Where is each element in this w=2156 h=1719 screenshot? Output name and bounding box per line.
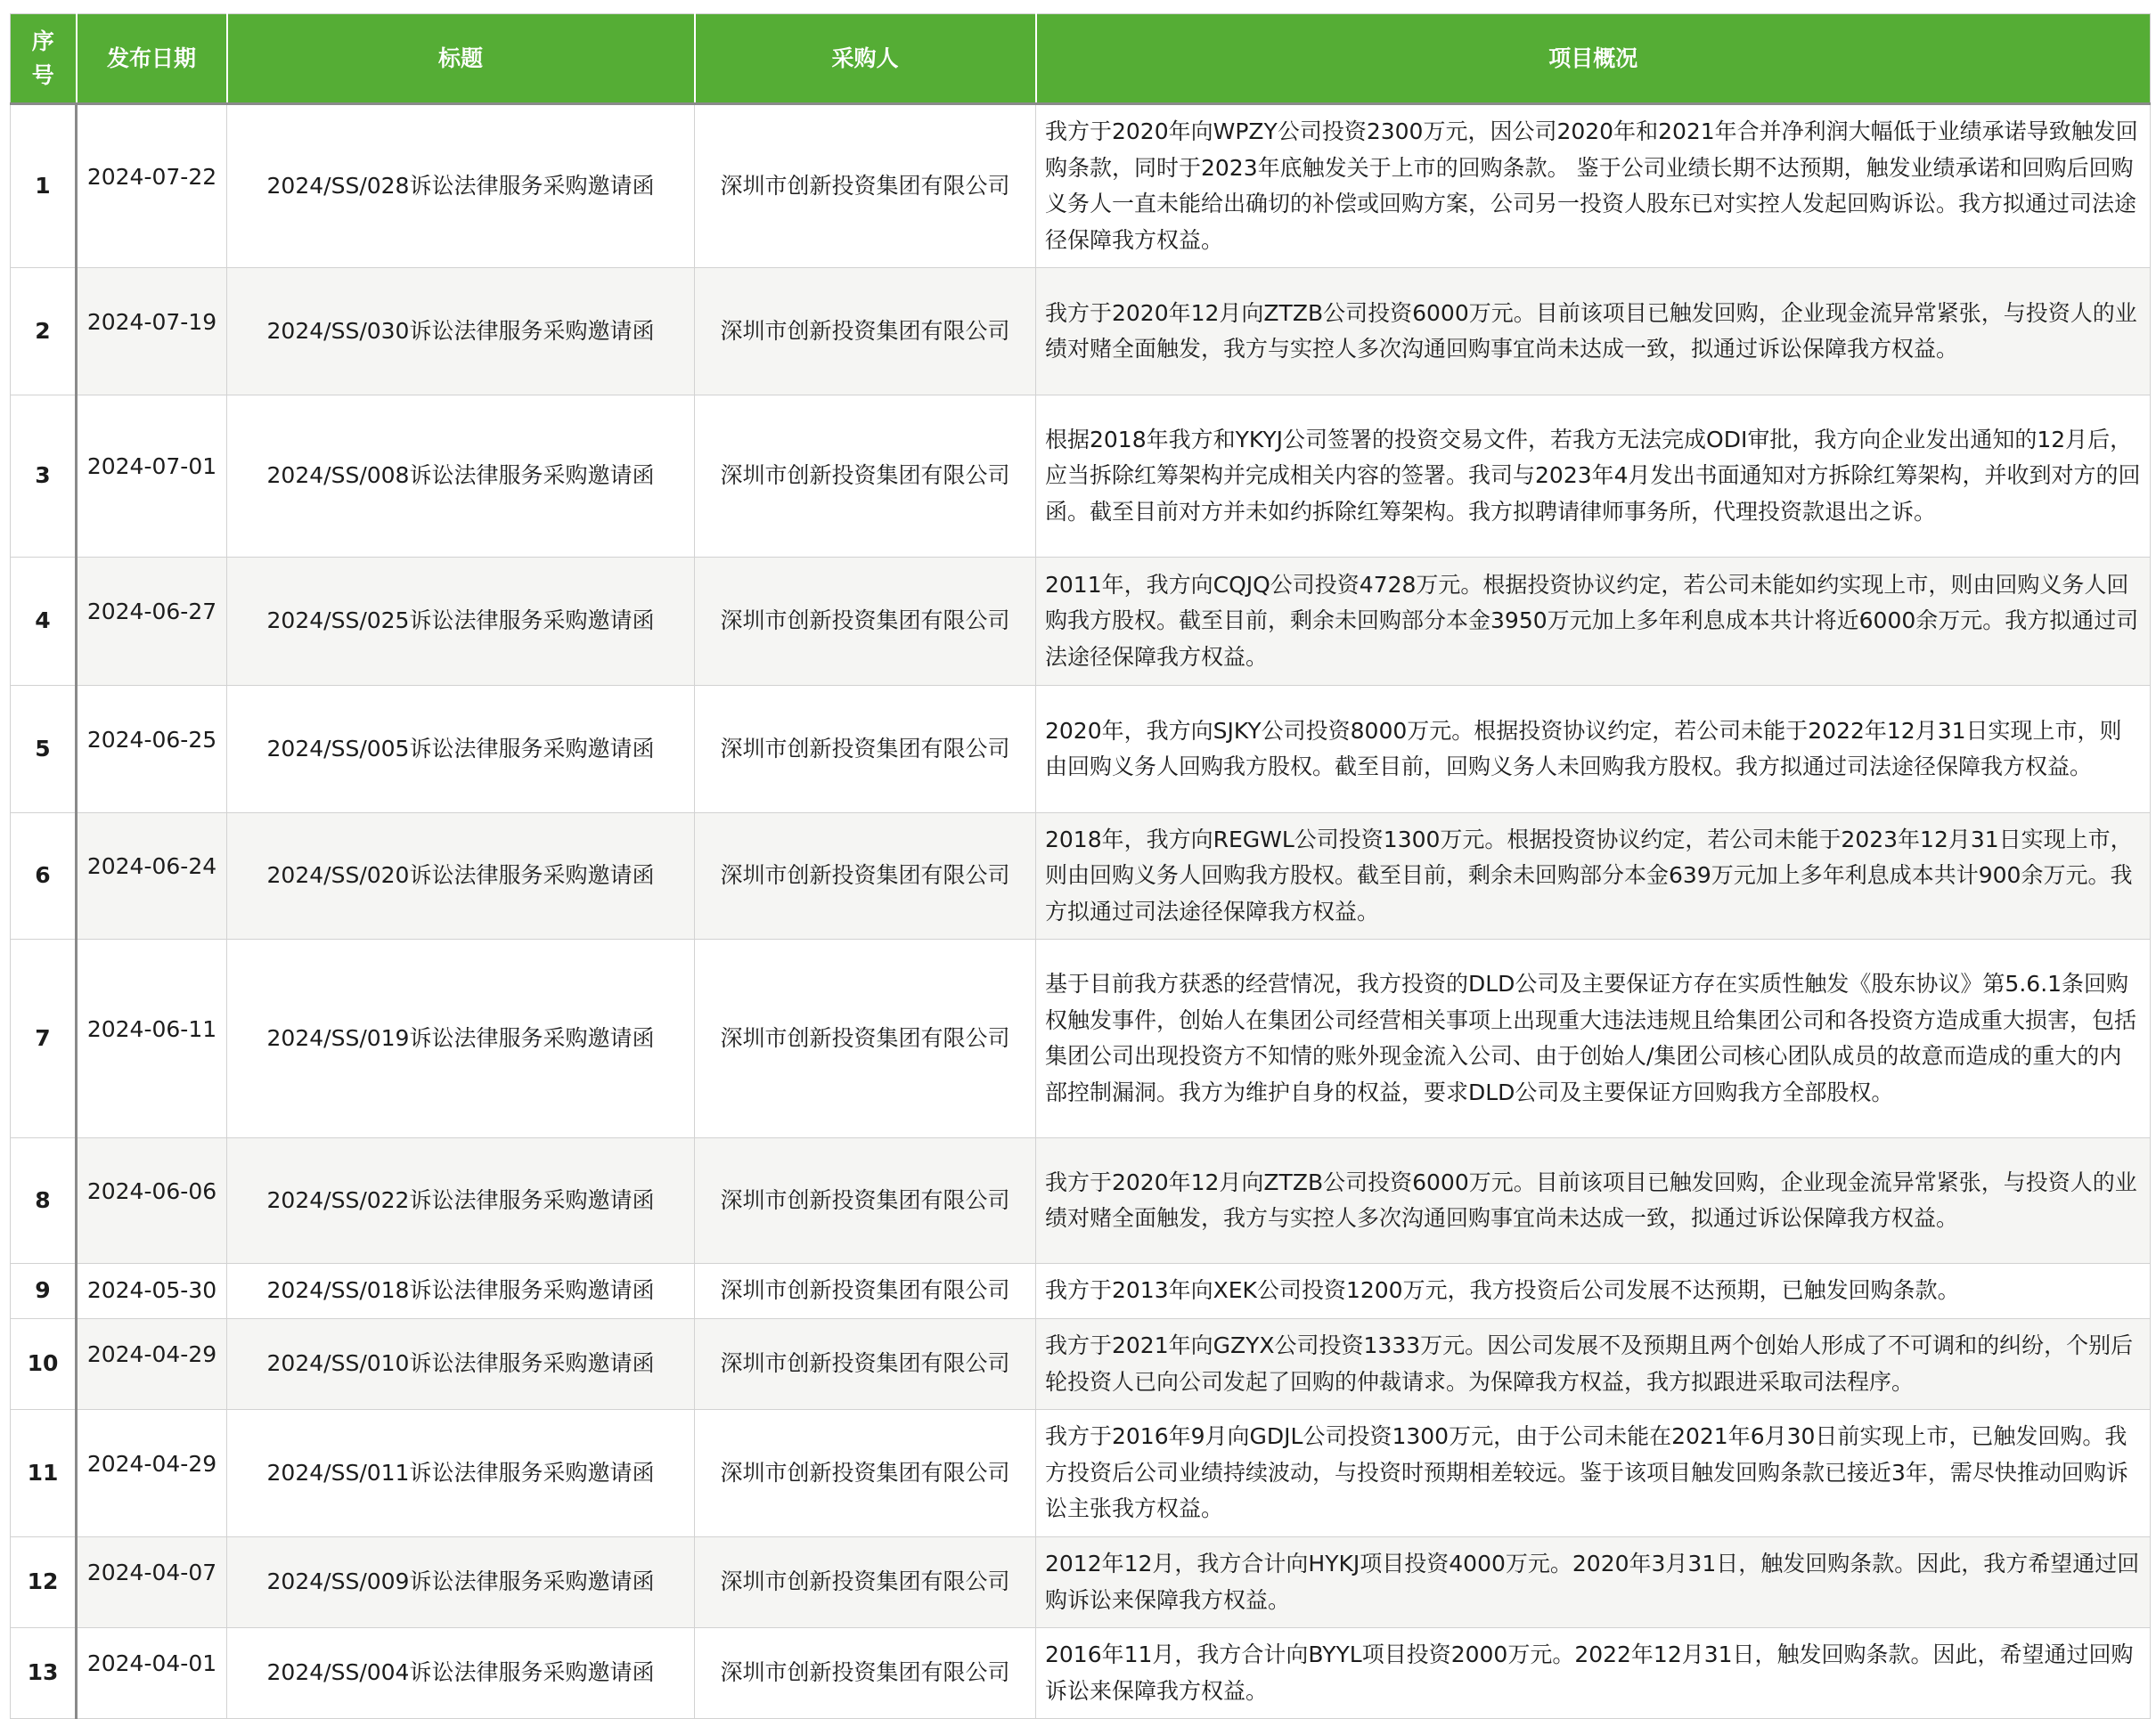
header-title: 标题 (227, 14, 695, 104)
cell-title[interactable]: 2024/SS/022诉讼法律服务采购邀请函 (227, 1138, 695, 1264)
cell-title[interactable]: 2024/SS/009诉讼法律服务采购邀请函 (227, 1537, 695, 1628)
cell-date (77, 1319, 227, 1410)
cell-summary: 2011年，我方向CQJQ公司投资4728万元。根据投资协议约定，若公司未能如约实现上市，则由回购义务人回购我方股权。截至目前，剩余未回购部分本金3950万元加上多年利息成本共计将近6000余万元。我方拟通过司法途径保障我方权益。 (1036, 558, 2151, 686)
cell-date (77, 1628, 227, 1719)
cell-seq: 12 (11, 1537, 77, 1628)
cell-title[interactable]: 2024/SS/028诉讼法律服务采购邀请函 (227, 104, 695, 268)
cell-buyer: 深圳市创新投资集团有限公司 (695, 1319, 1036, 1410)
table-row (11, 558, 2151, 686)
cell-buyer: 深圳市创新投资集团有限公司 (695, 395, 1036, 558)
cell-date (77, 813, 227, 940)
cell-seq: 2 (11, 268, 77, 395)
header-seq-label: 序号 (31, 28, 54, 88)
cell-seq: 3 (11, 395, 77, 558)
date-text: 2024-07-01 (86, 453, 217, 480)
cell-summary: 我方于2020年12月向ZTZB公司投资6000万元。目前该项目已触发回购，企业现金流异常紧张，与投资人的业绩对赌全面触发，我方与实控人多次沟通回购事宜尚未达成一致，拟通过诉讼保障我方权益。 (1036, 1138, 2151, 1264)
cell-summary: 我方于2021年向GZYX公司投资1333万元。因公司发展不及预期且两个创始人形成了不可调和的纠纷，个别后轮投资人已向公司发起了回购的仲裁请求。为保障我方权益，我方拟跟进采取司法程序。 (1036, 1319, 2151, 1410)
cell-date (77, 104, 227, 268)
cell-date (77, 1410, 227, 1537)
date-text: 2024-07-19 (86, 308, 217, 335)
date-text: 2024-04-01 (86, 1650, 217, 1677)
header-row (11, 14, 2151, 104)
cell-title[interactable]: 2024/SS/020诉讼法律服务采购邀请函 (227, 813, 695, 940)
cell-seq: 9 (11, 1264, 77, 1319)
cell-buyer: 深圳市创新投资集团有限公司 (695, 1138, 1036, 1264)
cell-seq: 11 (11, 1410, 77, 1537)
procurement-table (10, 13, 2151, 1719)
cell-seq: 1 (11, 104, 77, 268)
cell-date (77, 558, 227, 686)
table-row (11, 1628, 2151, 1719)
cell-seq: 6 (11, 813, 77, 940)
cell-summary: 2018年，我方向REGWL公司投资1300万元。根据投资协议约定，若公司未能于2023年12月31日实现上市，则由回购义务人回购我方股权。截至目前，剩余未回购部分本金639万元加上多年利息成本共计900余万元。我方拟通过司法途径保障我方权益。 (1036, 813, 2151, 940)
cell-title[interactable]: 2024/SS/018诉讼法律服务采购邀请函 (227, 1264, 695, 1319)
table-row (11, 940, 2151, 1138)
cell-date (77, 268, 227, 395)
table-row (11, 268, 2151, 395)
date-text: 2024-07-22 (86, 163, 217, 190)
cell-summary: 2016年11月，我方合计向BYYL项目投资2000万元。2022年12月31日，触发回购条款。因此，希望通过回购诉讼来保障我方权益。 (1036, 1628, 2151, 1719)
header-buyer: 采购人 (695, 14, 1036, 104)
table-row (11, 1537, 2151, 1628)
cell-seq: 10 (11, 1319, 77, 1410)
cell-title[interactable]: 2024/SS/025诉讼法律服务采购邀请函 (227, 558, 695, 686)
cell-buyer: 深圳市创新投资集团有限公司 (695, 1628, 1036, 1719)
cell-seq: 8 (11, 1138, 77, 1264)
table-row (11, 104, 2151, 268)
table-body (11, 104, 2151, 1719)
cell-buyer: 深圳市创新投资集团有限公司 (695, 1410, 1036, 1537)
table-row (11, 1319, 2151, 1410)
table-row (11, 813, 2151, 940)
table-row (11, 1264, 2151, 1319)
cell-buyer: 深圳市创新投资集团有限公司 (695, 104, 1036, 268)
date-text: 2024-06-27 (86, 599, 217, 625)
cell-seq: 13 (11, 1628, 77, 1719)
date-text: 2024-06-25 (86, 726, 217, 753)
date-text: 2024-04-29 (86, 1450, 217, 1477)
cell-title[interactable]: 2024/SS/011诉讼法律服务采购邀请函 (227, 1410, 695, 1537)
cell-title[interactable]: 2024/SS/030诉讼法律服务采购邀请函 (227, 268, 695, 395)
cell-date (77, 1138, 227, 1264)
cell-buyer: 深圳市创新投资集团有限公司 (695, 940, 1036, 1138)
cell-buyer: 深圳市创新投资集团有限公司 (695, 686, 1036, 813)
table-row (11, 1138, 2151, 1264)
table-row (11, 395, 2151, 558)
cell-date (77, 686, 227, 813)
date-text: 2024-04-29 (86, 1341, 217, 1368)
date-text: 2024-05-30 (86, 1277, 217, 1304)
cell-summary: 我方于2020年向WPZY公司投资2300万元，因公司2020年和2021年合并净利润大幅低于业绩承诺导致触发回购条款，同时于2023年底触发关于上市的回购条款。 鉴于公司业绩长期不达预期，触发业绩承诺和回购后回购义务人一直未能给出确切的补偿或回购方案，公司另一投资人股东已对实控人发起回购诉讼。我方拟通过司法途径保障我方权益。 (1036, 104, 2151, 268)
cell-date (77, 1537, 227, 1628)
cell-seq: 4 (11, 558, 77, 686)
cell-summary: 我方于2013年向XEK公司投资1200万元，我方投资后公司发展不达预期，已触发回购条款。 (1036, 1264, 2151, 1319)
cell-title[interactable]: 2024/SS/008诉讼法律服务采购邀请函 (227, 395, 695, 558)
cell-title[interactable]: 2024/SS/019诉讼法律服务采购邀请函 (227, 940, 695, 1138)
header-seq (11, 14, 77, 104)
cell-title[interactable]: 2024/SS/004诉讼法律服务采购邀请函 (227, 1628, 695, 1719)
cell-date (77, 1264, 227, 1319)
date-text: 2024-06-06 (86, 1177, 217, 1204)
cell-buyer: 深圳市创新投资集团有限公司 (695, 558, 1036, 686)
cell-date (77, 395, 227, 558)
cell-seq: 5 (11, 686, 77, 813)
date-text: 2024-04-07 (86, 1560, 217, 1586)
procurement-table-container (10, 13, 2150, 1719)
table-header (11, 14, 2151, 104)
cell-title[interactable]: 2024/SS/005诉讼法律服务采购邀请函 (227, 686, 695, 813)
cell-buyer: 深圳市创新投资集团有限公司 (695, 1537, 1036, 1628)
cell-summary: 我方于2020年12月向ZTZB公司投资6000万元。目前该项目已触发回购，企业现金流异常紧张，与投资人的业绩对赌全面触发，我方与实控人多次沟通回购事宜尚未达成一致，拟通过诉讼保障我方权益。 (1036, 268, 2151, 395)
header-summary: 项目概况 (1036, 14, 2151, 104)
cell-summary: 我方于2016年9月向GDJL公司投资1300万元，由于公司未能在2021年6月30日前实现上市，已触发回购。我方投资后公司业绩持续波动，与投资时预期相差较远。鉴于该项目触发回购条款已接近3年，需尽快推动回购诉讼主张我方权益。 (1036, 1410, 2151, 1537)
cell-buyer: 深圳市创新投资集团有限公司 (695, 268, 1036, 395)
cell-buyer: 深圳市创新投资集团有限公司 (695, 1264, 1036, 1319)
cell-date (77, 940, 227, 1138)
cell-title[interactable]: 2024/SS/010诉讼法律服务采购邀请函 (227, 1319, 695, 1410)
cell-buyer: 深圳市创新投资集团有限公司 (695, 813, 1036, 940)
date-text: 2024-06-11 (86, 1015, 217, 1042)
cell-summary: 根据2018年我方和YKYJ公司签署的投资交易文件，若我方无法完成ODI审批，我方向企业发出通知的12月后，应当拆除红筹架构并完成相关内容的签署。我司与2023年4月发出书面通知对方拆除红筹架构，并收到对方的回函。截至目前对方并未如约拆除红筹架构。我方拟聘请律师事务所，代理投资款退出之诉。 (1036, 395, 2151, 558)
cell-summary: 2012年12月，我方合计向HYKJ项目投资4000万元。2020年3月31日，触发回购条款。因此，我方希望通过回购诉讼来保障我方权益。 (1036, 1537, 2151, 1628)
table-row (11, 686, 2151, 813)
table-row (11, 1410, 2151, 1537)
cell-summary: 基于目前我方获悉的经营情况，我方投资的DLD公司及主要保证方存在实质性触发《股东协议》第5.6.1条回购权触发事件，创始人在集团公司经营相关事项上出现重大违法违规且给集团公司和各投资方造成重大损害，包括集团公司出现投资方不知情的账外现金流入公司、由于创始人/集团公司核心团队成员的故意而造成的重大的内部控制漏洞。我方为维护自身的权益，要求DLD公司及主要保证方回购我方全部股权。 (1036, 940, 2151, 1138)
cell-seq: 7 (11, 940, 77, 1138)
header-date: 发布日期 (77, 14, 227, 104)
cell-summary: 2020年，我方向SJKY公司投资8000万元。根据投资协议约定，若公司未能于2022年12月31日实现上市，则由回购义务人回购我方股权。截至目前，回购义务人未回购我方股权。我方拟通过司法途径保障我方权益。 (1036, 686, 2151, 813)
date-text: 2024-06-24 (86, 853, 217, 880)
